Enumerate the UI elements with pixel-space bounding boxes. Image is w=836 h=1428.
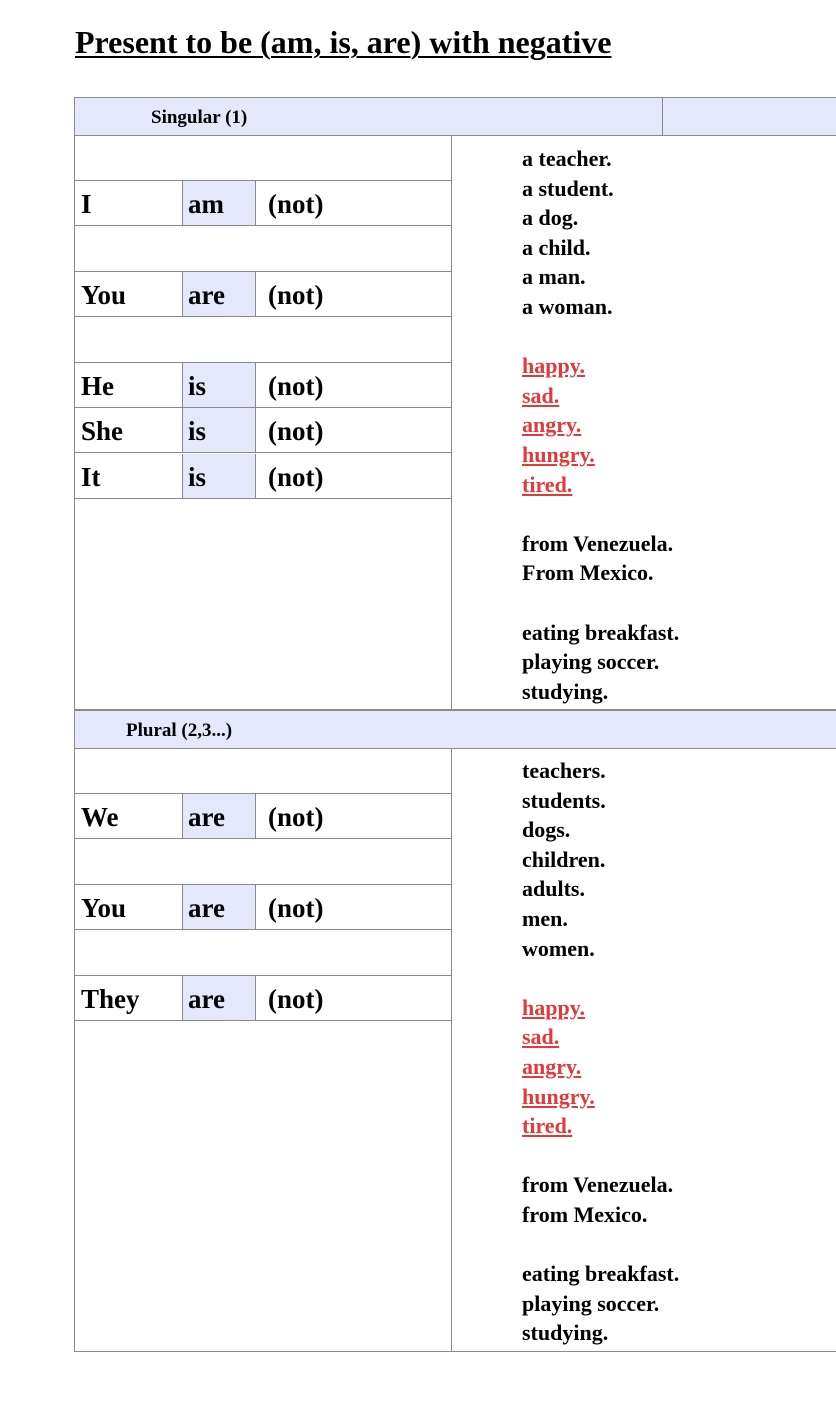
conjugation-row <box>75 363 451 408</box>
blank-row <box>75 227 451 272</box>
plural-heading: Plural (2,3...) <box>126 720 233 741</box>
adjective-item: sad. <box>522 382 560 408</box>
negation-cell: (not) <box>268 893 324 924</box>
subject-cell: We <box>81 802 119 833</box>
plural-complements <box>522 756 679 1348</box>
action-item: studying. <box>522 1320 609 1346</box>
singular-heading: Singular (1) <box>151 107 248 128</box>
blank-row <box>75 931 451 976</box>
noun-item: a student. <box>522 175 614 201</box>
negation-cell: (not) <box>268 189 324 220</box>
group-spacer <box>522 588 679 618</box>
noun-item: a woman. <box>522 293 613 319</box>
conjugation-row <box>75 794 451 839</box>
conjugation-row <box>75 885 451 930</box>
blank-row <box>75 840 451 885</box>
header-divider <box>662 98 663 135</box>
conjugation-row <box>75 976 451 1021</box>
verb-cell: are <box>182 272 256 316</box>
conjugation-row <box>75 181 451 226</box>
verb-cell: are <box>182 976 256 1020</box>
verb-cell: is <box>182 408 256 452</box>
conjugation-row <box>75 272 451 317</box>
action-item: eating breakfast. <box>522 619 680 645</box>
noun-item: a man. <box>522 264 586 290</box>
noun-item: a dog. <box>522 205 579 231</box>
singular-complements <box>522 144 679 706</box>
noun-item: children. <box>522 846 606 872</box>
noun-item: women. <box>522 935 595 961</box>
group-spacer <box>522 322 679 352</box>
verb-cell: am <box>182 181 256 225</box>
group-spacer <box>522 1141 679 1171</box>
page-title: Present to be (am, is, are) with negative <box>75 24 612 60</box>
group-spacer <box>522 963 679 993</box>
action-item: playing soccer. <box>522 1290 660 1316</box>
group-spacer <box>522 499 679 529</box>
negation-cell: (not) <box>268 461 324 492</box>
origin-item: from Venezuela. <box>522 530 674 556</box>
adjective-item: happy. <box>522 994 585 1020</box>
adjective-item: tired. <box>522 1113 573 1139</box>
column-divider <box>451 136 452 709</box>
singular-table <box>74 136 836 710</box>
negation-cell: (not) <box>268 984 324 1014</box>
noun-item: teachers. <box>522 758 606 783</box>
subject-cell: She <box>81 416 124 447</box>
subject-cell: It <box>81 461 101 492</box>
negation-cell: (not) <box>268 280 324 311</box>
action-item: studying. <box>522 678 609 704</box>
column-divider <box>451 749 452 1351</box>
plural-table <box>74 749 836 1352</box>
subject-cell: They <box>81 984 140 1014</box>
negation-cell: (not) <box>268 802 324 833</box>
subject-cell: You <box>81 280 127 311</box>
adjective-item: tired. <box>522 471 573 497</box>
noun-item: men. <box>522 905 568 931</box>
verb-cell: are <box>182 885 256 929</box>
blank-row <box>75 749 451 794</box>
plural-header <box>74 710 836 749</box>
negation-cell: (not) <box>268 416 324 447</box>
noun-item: students. <box>522 787 606 813</box>
adjective-item: hungry. <box>522 1083 595 1109</box>
subject-cell: I <box>81 189 92 220</box>
action-item: eating breakfast. <box>522 1261 680 1287</box>
verb-cell: are <box>182 794 256 838</box>
noun-item: dogs. <box>522 817 571 843</box>
subject-cell: You <box>81 893 127 924</box>
blank-row <box>75 318 451 363</box>
adjective-item: hungry. <box>522 441 595 467</box>
adjective-item: happy. <box>522 353 585 379</box>
conjugation-row <box>75 454 451 499</box>
group-spacer <box>522 1230 679 1260</box>
adjective-item: angry. <box>522 1053 582 1079</box>
origin-item: from Mexico. <box>522 1201 648 1227</box>
action-item: playing soccer. <box>522 649 660 675</box>
adjective-item: sad. <box>522 1024 560 1050</box>
negation-cell: (not) <box>268 371 324 401</box>
origin-item: from Venezuela. <box>522 1172 674 1198</box>
singular-header <box>74 97 836 136</box>
origin-item: From Mexico. <box>522 560 654 586</box>
conjugation-row <box>75 408 451 453</box>
adjective-item: angry. <box>522 412 582 438</box>
subject-cell: He <box>81 371 114 401</box>
blank-row <box>75 136 451 181</box>
noun-item: a child. <box>522 234 591 260</box>
noun-item: a teacher. <box>522 146 612 171</box>
noun-item: adults. <box>522 876 585 902</box>
verb-cell: is <box>182 454 256 498</box>
verb-cell: is <box>182 363 256 407</box>
